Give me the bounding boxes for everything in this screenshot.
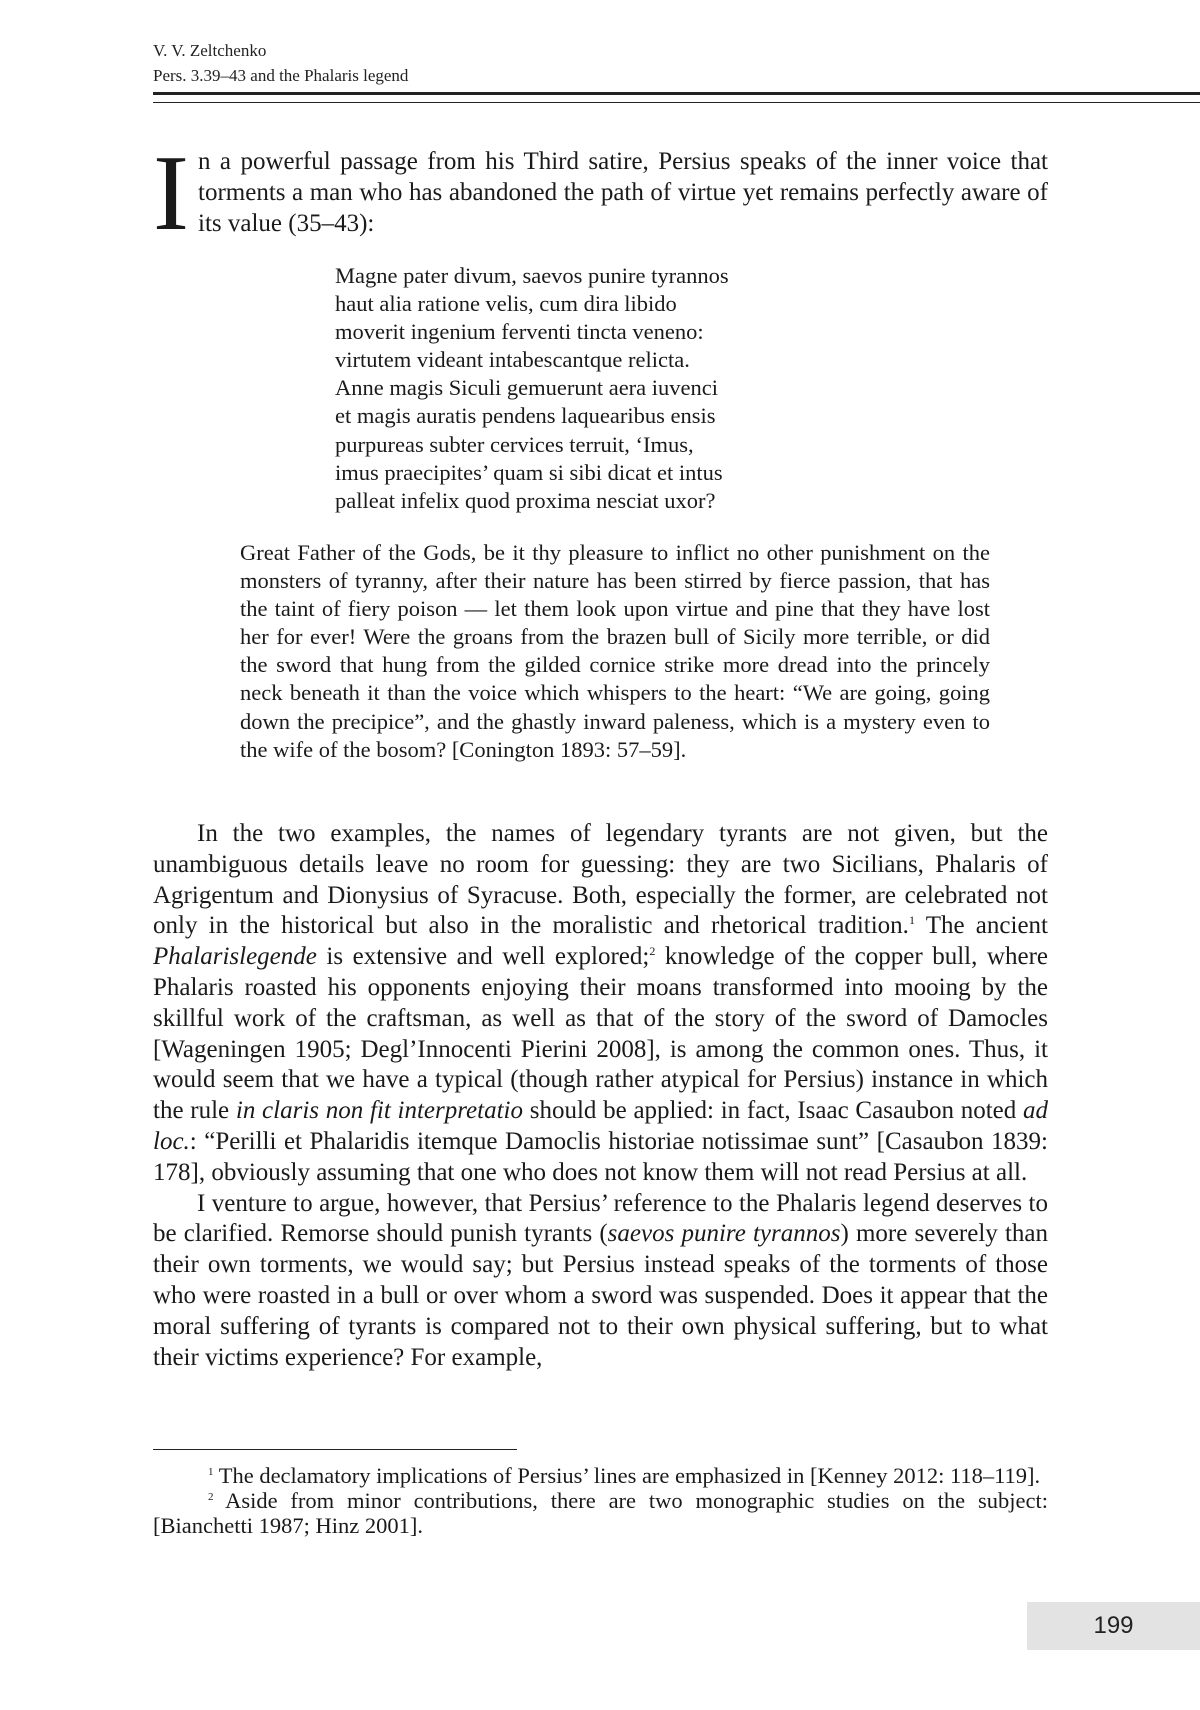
header-rule-thin <box>153 102 1200 103</box>
footnote-number: 2 <box>208 1491 214 1503</box>
verse-line: virtutem videant intabescantque relicta. <box>335 347 690 373</box>
page-number-box <box>1027 1602 1200 1650</box>
verse-line: Anne magis Siculi gemuerunt aera iuvenci <box>335 375 719 401</box>
italic-term: Phalarislegende <box>153 943 317 971</box>
running-header <box>153 38 408 88</box>
verse-line: imus praecipites’ quam si sibi dicat et intus <box>335 459 723 485</box>
footnote-rule <box>153 1449 517 1450</box>
italic-term: saevos punire tyrannos <box>607 1220 841 1248</box>
footnote-2: $^2$ Aside from minor contributions, there are two monographic studies on the subject: [Bianchetti 1987; Hinz 2001]. <box>153 1488 1048 1538</box>
verse-line: purpureas subter cervices terruit, ‘Imus, <box>335 431 694 457</box>
header-author: V. V. Zeltchenko <box>153 41 267 60</box>
italic-term: ad loc. <box>153 1097 1048 1155</box>
intro-text: n a powerful passage from his Third satire, Persius speaks of the inner voice that torments a man who has abandoned the path of virtue yet remains perfectly aware of its value (35–43): <box>198 148 1048 237</box>
verse-line: palleat infelix quod proxima nesciat uxor? <box>335 487 716 513</box>
intro-paragraph <box>153 134 1048 253</box>
body-paragraph-1: In the two examples, the names of legendary tyrants are not given, but the unambiguous details leave no room for guessing: they are two Sicilians, Phalaris of Agrigentum and Dionysius of Syracuse. Both, especially the former, are celebrated not only in the historical but also in the moralistic and rhetorical tradition.$^1$ The ancient Phalarislegende is extensive and well explored;$^2$ knowledge of the copper bull, where Phalaris roasted his opponents enjoying their moans transformed into mooing by the skillful work of the craftsman, as well as that of the story of the sword of Damocles [Wageningen 1905; Degl’Innocenti Pierini 2008], is among the common ones. Thus, it would seem that we have a typical (though rather atypical for Persius) instance in which the rule in claris non fit interpretatio should be applied: in fact, Isaac Casaubon noted ad loc.: “Perilli et Phalaridis itemque Damoclis historiae notissimae sunt” [Casaubon 1839: 178], obviously assuming that one who does not know them will not read Persius at all. <box>153 820 1048 1186</box>
drop-cap: I <box>153 134 189 253</box>
latin-verse-quote <box>335 262 835 515</box>
footnotes <box>153 1463 1048 1538</box>
footnote-number: 1 <box>208 1466 214 1478</box>
verse-line: haut alia ratione velis, cum dira libido <box>335 291 677 317</box>
italic-term: in claris non fit interpretatio <box>235 1097 523 1125</box>
body-paragraph-2: I venture to argue, however, that Persius’ reference to the Phalaris legend deserves to be clarified. Remorse should punish tyrants (saevos punire tyrannos) more severely than their own torments, we would say; but Persius instead speaks of the torments of those who were roasted in a bull or over whom a sword was suspended. Does it appear that the moral suffering of tyrants is compared not to their own physical suffering, but to what their victims experience? For example, <box>153 1189 1048 1371</box>
header-short-title: Pers. 3.39–43 and the Phalaris legend <box>153 66 409 85</box>
verse-line: moverit ingenium ferventi tincta veneno: <box>335 319 704 345</box>
footnote-1: $^1$ The declamatory implications of Persius’ lines are emphasized in [Kenney 2012: 118–119]. <box>208 1463 1041 1488</box>
body-text <box>153 819 1048 1373</box>
page-number: 199 <box>1093 1612 1134 1639</box>
verse-line: Magne pater divum, saevos punire tyrannos <box>335 263 729 288</box>
verse-line: et magis auratis pendens laquearibus ensis <box>335 403 716 429</box>
header-rule-thick <box>153 92 1200 95</box>
footnote-ref-1[interactable]: 1 <box>908 913 915 928</box>
footnote-ref-2[interactable]: 2 <box>649 944 656 959</box>
translation-quote: Great Father of the Gods, be it thy pleasure to inflict no other punishment on the monsters of tyranny, after their nature has been stirred by fierce passion, that has the taint of fiery poison — let them look upon virtue and pine that they have lost her for ever! Were the groans from the brazen bull of Sicily more terrible, or did the sword that hung from the gilded cornice strike more dread into the princely neck beneath it than the voice which whispers to the heart: “We are going, going down the precipice”, and the ghastly inward paleness, which is a mystery even to the wife of the bosom? [Conington 1893: 57–59]. <box>240 540 990 762</box>
